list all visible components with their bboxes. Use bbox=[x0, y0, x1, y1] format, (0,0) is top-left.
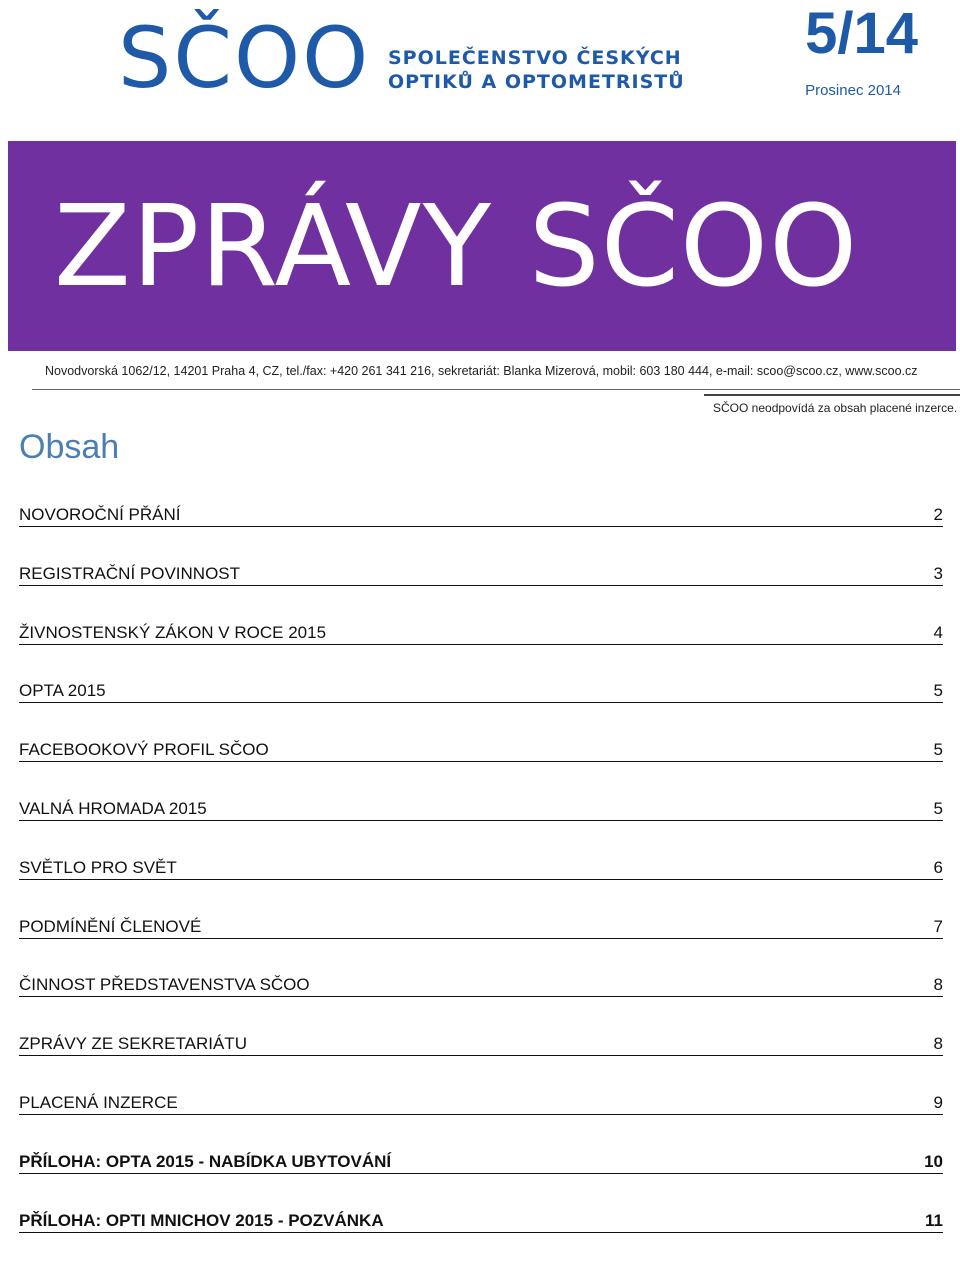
toc-entry-title: SVĚTLO PRO SVĚT bbox=[19, 857, 177, 877]
logo-text-line2: OPTIKŮ A OPTOMETRISTŮ bbox=[388, 71, 685, 93]
toc-entry[interactable] bbox=[19, 739, 943, 762]
toc-entry[interactable] bbox=[19, 680, 943, 703]
toc-entry-title: REGISTRAČNÍ POVINNOST bbox=[19, 563, 241, 583]
toc-entry-title: ČINNOST PŘEDSTAVENSTVA SČOO bbox=[19, 975, 310, 995]
toc-entry-page: 2 bbox=[933, 505, 943, 524]
toc-heading: Obsah bbox=[19, 428, 120, 466]
toc-entry-title: NOVOROČNÍ PŘÁNÍ bbox=[19, 505, 181, 524]
toc-entry-page: 8 bbox=[933, 975, 943, 995]
toc-entry-title: ŽIVNOSTENSKÝ ZÁKON V ROCE 2015 bbox=[19, 622, 327, 642]
toc-entry-title: VALNÁ HROMADA 2015 bbox=[19, 798, 207, 818]
toc-entry-page: 7 bbox=[933, 916, 943, 936]
toc-entry[interactable] bbox=[19, 1033, 943, 1056]
toc-entry-title: FACEBOOKOVÝ PROFIL SČOO bbox=[19, 740, 269, 760]
toc-entry[interactable] bbox=[19, 1210, 943, 1233]
toc-entry-page: 5 bbox=[933, 798, 943, 818]
toc-entry-page: 11 bbox=[925, 1210, 943, 1230]
toc-entry[interactable] bbox=[19, 974, 943, 997]
toc-entry[interactable] bbox=[19, 504, 943, 527]
banner-title: ZPRÁVY SČOO bbox=[54, 182, 859, 312]
toc-entry-page: 4 bbox=[933, 622, 943, 642]
toc-entry[interactable] bbox=[19, 622, 943, 645]
title-banner bbox=[8, 141, 956, 351]
toc-entry-page: 5 bbox=[933, 681, 943, 701]
toc-entry-page: 8 bbox=[933, 1034, 943, 1054]
toc-entry[interactable] bbox=[19, 857, 943, 880]
logo-text-line1: SPOLEČENSTVO ČESKÝCH bbox=[388, 47, 682, 69]
disclaimer-text: SČOO neodpovídá za obsah placené inzerce. bbox=[713, 401, 958, 415]
toc-entry[interactable] bbox=[19, 563, 943, 586]
toc-entry[interactable] bbox=[19, 1151, 943, 1174]
table-of-contents bbox=[19, 504, 943, 1268]
disclaimer-divider bbox=[704, 394, 960, 396]
toc-entry-title: ZPRÁVY ZE SEKRETARIÁTU bbox=[19, 1034, 247, 1054]
toc-entry-page: 9 bbox=[933, 1092, 943, 1112]
issue-date: Prosinec 2014 bbox=[805, 82, 901, 99]
logo-mark: SČOO bbox=[118, 9, 371, 107]
toc-entry-page: 10 bbox=[924, 1151, 943, 1171]
toc-entry-title: PŘÍLOHA: OPTA 2015 - NABÍDKA UBYTOVÁNÍ bbox=[19, 1151, 392, 1171]
toc-entry-page: 5 bbox=[933, 740, 943, 760]
issue-number: 5/14 bbox=[805, 1, 918, 66]
header-divider bbox=[32, 389, 960, 390]
toc-entry-title: PŘÍLOHA: OPTI MNICHOV 2015 - POZVÁNKA bbox=[19, 1210, 384, 1230]
contact-address: Novodvorská 1062/12, 14201 Praha 4, CZ, tel./fax: +420 261 341 216, sekretariát: Blanka Mizerová, mobil: 603 180 444, e-mail: scoo@scoo.cz, www.scoo.cz bbox=[45, 364, 918, 378]
toc-entry[interactable] bbox=[19, 1092, 943, 1115]
toc-entry[interactable] bbox=[19, 916, 943, 939]
toc-entry-title: PLACENÁ INZERCE bbox=[19, 1092, 178, 1112]
logo-text bbox=[388, 46, 685, 94]
toc-entry-page: 6 bbox=[933, 857, 943, 877]
toc-entry[interactable] bbox=[19, 798, 943, 821]
toc-entry-title: OPTA 2015 bbox=[19, 681, 106, 701]
toc-entry-page: 3 bbox=[933, 563, 943, 583]
toc-entry-title: PODMÍNĚNÍ ČLENOVÉ bbox=[19, 916, 202, 936]
